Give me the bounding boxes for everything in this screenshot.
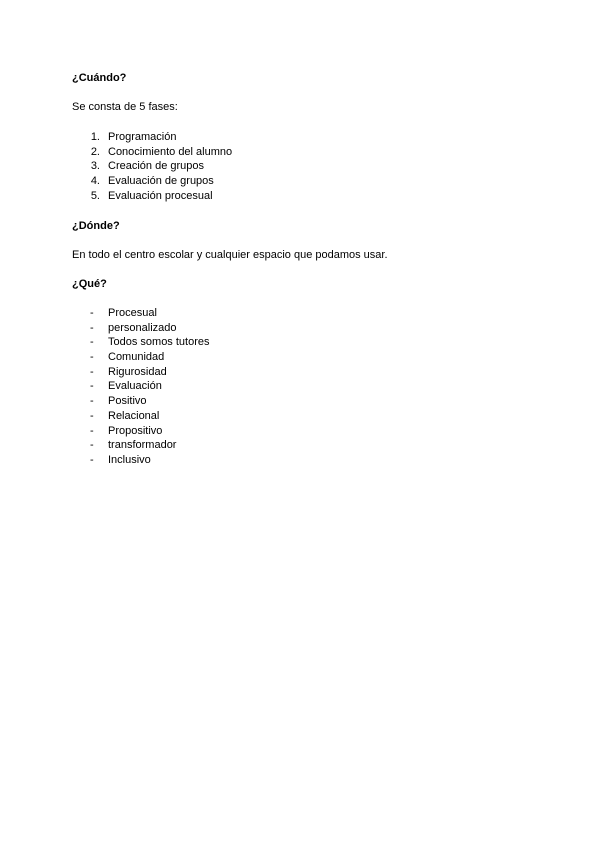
list-number: 2. (90, 145, 100, 158)
list-bullet: - (90, 424, 94, 437)
list-item-text: Positivo (108, 395, 147, 408)
list-bullet: - (90, 409, 94, 422)
heading-donde: ¿Dónde? (72, 220, 120, 232)
list-item-text: transformador (108, 439, 177, 452)
heading-que: ¿Qué? (72, 278, 107, 290)
list-number: 3. (90, 160, 100, 173)
intro-phases: Se consta de 5 fases: (72, 101, 178, 113)
list-item-text: Comunidad (108, 351, 165, 364)
list-item-text: Conocimiento del alumno (108, 145, 233, 158)
list-item-text: Propositivo (108, 424, 163, 437)
list-item-text: Evaluación de grupos (108, 175, 214, 188)
list-item-text: Rigurosidad (108, 365, 167, 378)
list-bullet: - (90, 395, 94, 408)
list-number: 4. (90, 175, 100, 188)
list-item-text: Todos somos tutores (108, 336, 210, 349)
list-item-text: Evaluación (108, 380, 162, 393)
list-item-text: Creación de grupos (108, 160, 205, 173)
list-item-text: Procesual (108, 307, 157, 319)
list-bullet: - (90, 307, 94, 319)
list-bullet: - (90, 336, 94, 349)
list-item-text: Programación (108, 131, 177, 143)
list-item-text: personalizado (108, 321, 177, 334)
list-item-text: Evaluación procesual (108, 189, 213, 202)
list-number: 1. (90, 131, 100, 143)
donde-text: En todo el centro escolar y cualquier espacio que podamos usar. (72, 249, 388, 261)
list-bullet: - (90, 365, 94, 378)
list-bullet: - (90, 380, 94, 393)
list-number: 5. (90, 189, 100, 202)
list-item-text: Inclusivo (108, 453, 151, 466)
list-bullet: - (90, 439, 94, 452)
list-bullet: - (90, 351, 94, 364)
list-bullet: - (90, 321, 94, 334)
list-bullet: - (90, 453, 94, 466)
heading-cuando: ¿Cuándo? (72, 72, 127, 84)
list-item-text: Relacional (108, 409, 160, 422)
document-page (72, 0, 542, 848)
